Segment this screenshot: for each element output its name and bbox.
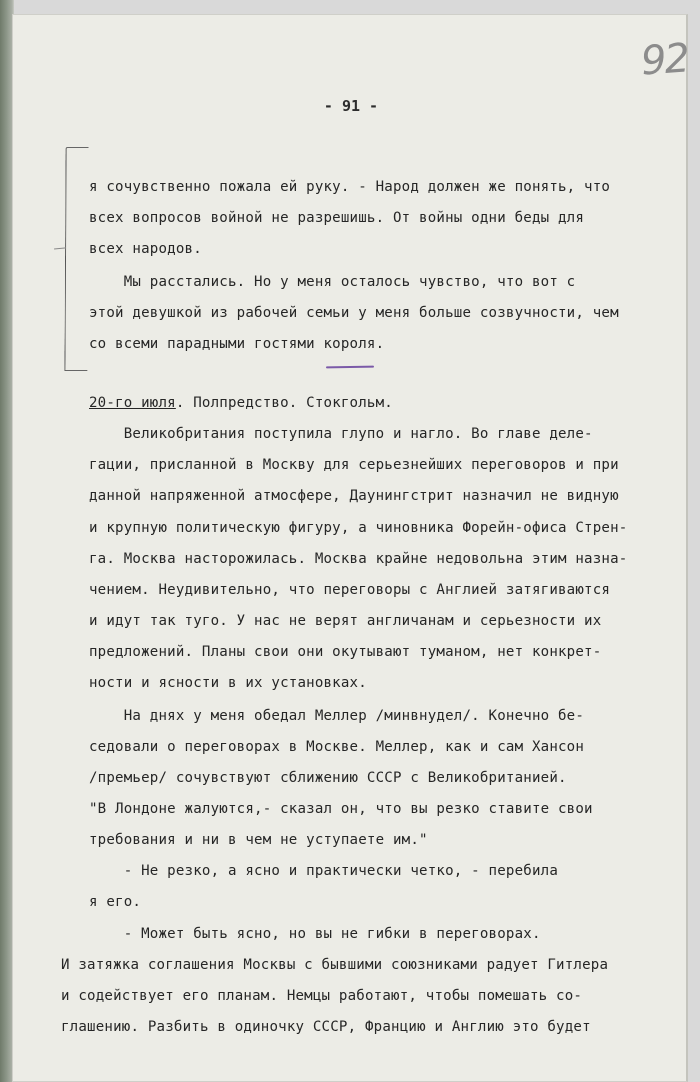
text-line: /премьер/ сочувствуют сближению СССР с Великобританией. [89,770,567,786]
entry-location: . Полпредство. Стокгольм. [175,395,393,411]
document-sheet [12,14,688,1082]
text-line: ности и ясности в их установках. [89,675,367,691]
text-line: и крупную политическую фигуру, а чиновника Форейн-офиса Стрен- [89,520,628,536]
margin-bracket-mark [64,147,88,371]
text-line: требования и ни в чем не уступаете им." [89,832,428,848]
text-line: гации, присланной в Москву для серьезнейших переговоров и при [89,457,619,473]
archive-page-number: 92 [639,35,690,85]
entry-date: 20-го июля [89,395,176,411]
text-line: "В Лондоне жалуются,- сказал он, что вы резко ставите свои [89,801,593,817]
text-line: - Не резко, а ясно и практически четко, - перебила [89,863,558,879]
text-line: этой девушкой из рабочей семьи у меня больше созвучности, чем [89,305,619,321]
text-line: я его. [89,894,142,910]
text-line: предложений. Планы свои они окутывают туманом, нет конкрет- [89,644,602,660]
text-line: всех народов. [89,241,202,257]
text-line: со всеми парадными гостями короля. [89,336,385,352]
text-line: чением. Неудивительно, что переговоры с Англией затягиваются [89,582,611,598]
text-line: глашению. Разбить в одиночку СССР, Францию и Англию это будет [61,1019,591,1035]
section-divider [326,366,374,369]
text-line: И затяжка соглашения Москвы с бывшими союзниками радует Гитлера [61,957,609,973]
text-line: Великобритания поступила глупо и нагло. Во главе деле- [89,426,593,442]
text-line: - Может быть ясно, но вы не гибки в переговорах. [89,926,541,942]
page-number: - 91 - [323,97,379,115]
text-line: данной напряженной атмосфере, Даунингстрит назначил не видную [89,488,619,504]
text-line: га. Москва насторожилась. Москва крайне недовольна этим назна- [89,551,628,567]
text-line: и содействует его планам. Немцы работают, чтобы помешать со- [61,988,583,1004]
text-line: всех вопросов войной не разрешишь. От войны одни беды для [89,210,585,226]
text-line: На днях у меня обедал Меллер /минвнудел/. Конечно бе- [89,708,585,724]
text-line: Мы расстались. Но у меня осталось чувство, что вот с [89,274,576,290]
text-line: я сочувственно пожала ей руку. - Народ должен же понять, что [89,179,611,195]
text-line: и идут так туго. У нас не верят англичанам и серьезности их [89,613,602,629]
entry-date-line [89,393,393,413]
text-line: седовали о переговорах в Москве. Меллер, как и сам Хансон [89,739,585,755]
